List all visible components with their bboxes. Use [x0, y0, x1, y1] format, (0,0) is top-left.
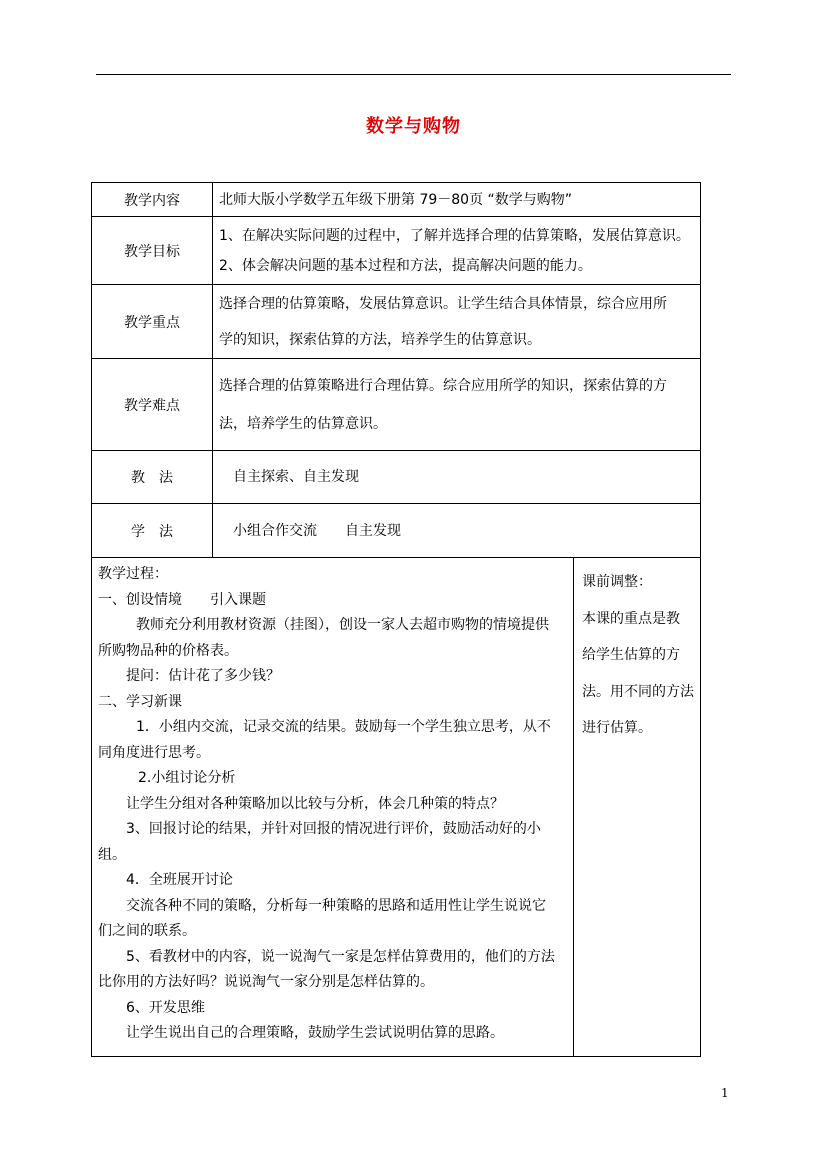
teaching-goals-value [213, 217, 701, 285]
content-line: 法，培养学生的估算意识。 [219, 415, 387, 432]
process-line: 教师充分利用教材资源（挂图），创设一家人去超市购物的情境提供 [136, 617, 549, 633]
header-rule [96, 74, 731, 75]
process-line: 比你用的方法好吗？说说淘气一家分别是怎样估算的。 [98, 974, 434, 990]
notes-heading: 课前调整： [582, 574, 652, 590]
row-teaching-method [92, 451, 701, 504]
process-line: 一、创设情境 引入课题 [98, 591, 266, 608]
process-line: 让学生说出自己的合理策略，鼓励学生尝试说明估算的思路。 [126, 1025, 504, 1041]
row-learning-method [92, 504, 701, 558]
row-teaching-goals [92, 217, 701, 285]
label-key-points: 教学重点 [92, 285, 213, 359]
content-line: 选择合理的估算策略进行合理估算。综合应用所学的知识，探索估算的方 [219, 377, 667, 394]
process-line: 同角度进行思考。 [98, 744, 210, 761]
label-teaching-method: 教 法 [92, 451, 213, 504]
teaching-content-value [213, 183, 701, 217]
label-learning-method: 学 法 [92, 504, 213, 558]
note-line: 法。用不同的方法 [582, 683, 694, 700]
difficulties-value [213, 359, 701, 451]
pre-class-notes-cell [574, 558, 701, 1057]
document-title: 数学与购物 [366, 116, 461, 137]
process-line: 二、学习新课 [98, 693, 182, 710]
process-line: 所购物品种的价格表。 [98, 642, 238, 659]
content-line: 1、在解决实际问题的过程中，了解并选择合理的估算策略，发展估算意识。 [219, 227, 690, 244]
note-line: 进行估算。 [582, 720, 652, 736]
process-line: 提问：估计花了多少钱？ [126, 668, 280, 684]
process-line: 们之间的联系。 [98, 923, 196, 939]
note-line: 给学生估算的方 [582, 647, 680, 663]
teaching-method-value [213, 451, 701, 504]
key-points-value [213, 285, 701, 359]
process-line: 4．全班展开讨论 [126, 872, 233, 888]
learning-method-value [213, 504, 701, 558]
content-line: 学的知识，探索估算的方法，培养学生的估算意识。 [219, 331, 541, 348]
process-heading: 教学过程： [98, 566, 168, 582]
row-teaching-content [92, 183, 701, 217]
label-difficulties: 教学难点 [92, 359, 213, 451]
teaching-process-cell [92, 558, 574, 1057]
process-line: 1．小组内交流，记录交流的结果。鼓励每一个学生独立思考，从不 [136, 719, 551, 735]
process-line: 2.小组讨论分析 [138, 770, 236, 786]
row-teaching-process [92, 558, 701, 1057]
content-line: 北师大版小学数学五年级下册第 79－80页 “数学与购物” [219, 191, 573, 208]
lesson-plan-table [91, 182, 701, 1057]
note-line: 本课的重点是教 [582, 610, 680, 627]
label-teaching-content: 教学内容 [92, 183, 213, 217]
process-line: 5、看教材中的内容，说一说淘气一家是怎样估算费用的，他们的方法 [126, 948, 555, 965]
content-line: 选择合理的估算策略，发展估算意识。让学生结合具体情景，综合应用所 [219, 295, 667, 312]
process-line: 让学生分组对各种策略加以比较与分析，体会几种策的特点？ [126, 795, 504, 812]
content-line: 自主探索、自主发现 [233, 469, 359, 485]
process-line: 3、回报讨论的结果，并针对回报的情况进行评价，鼓励活动好的小组。 [98, 821, 541, 863]
process-line: 6、开发思维 [126, 999, 205, 1016]
page-number: 1 [721, 1086, 729, 1100]
content-line: 小组合作交流 自主发现 [233, 522, 401, 539]
row-difficulties [92, 359, 701, 451]
process-line: 交流各种不同的策略，分析每一种策略的思路和适用性让学生说说它 [126, 897, 546, 914]
label-teaching-goals: 教学目标 [92, 217, 213, 285]
content-line: 2、体会解决问题的基本过程和方法，提高解决问题的能力。 [219, 257, 592, 274]
row-key-points [92, 285, 701, 359]
